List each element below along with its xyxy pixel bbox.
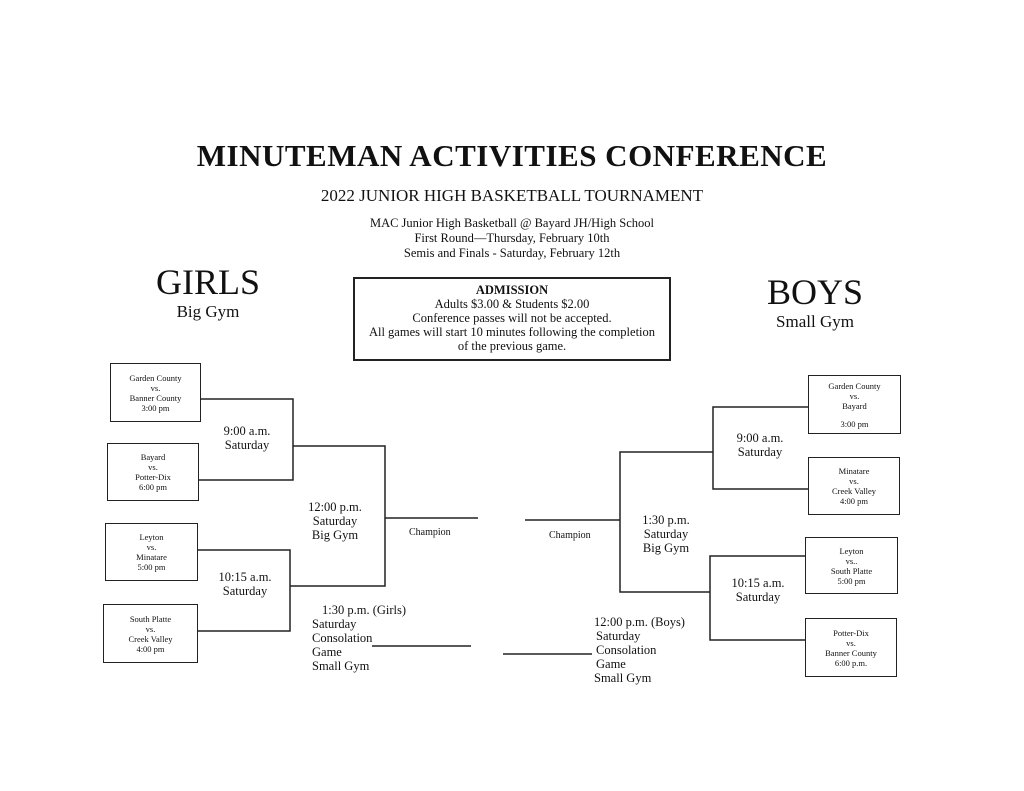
boys-semi2-label [718, 576, 798, 604]
boys-game-4 [805, 618, 897, 677]
girls-game-1 [110, 363, 201, 422]
consolation-gym: Small Gym [594, 671, 652, 685]
team-2: Bayard [842, 400, 867, 411]
girls-game-4 [103, 604, 198, 663]
team-2: Banner County [129, 392, 182, 403]
girls-champion-label: Champion [409, 527, 451, 538]
semi-time: 9:00 a.m. [223, 424, 271, 438]
consolation-text: Consolation [312, 631, 373, 645]
game-time: 6:00 pm [138, 482, 168, 492]
game-time: 4:00 pm [136, 643, 165, 654]
boys-title: BOYS [766, 272, 864, 312]
info-line-venue: MAC Junior High Basketball @ Bayard JH/High School [369, 216, 655, 230]
consolation-time: 12:00 p.m. (Boys) [594, 615, 685, 629]
final-day: Saturday [643, 527, 689, 541]
semi-day: Saturday [735, 590, 781, 604]
team-2: South Platte [830, 565, 873, 576]
consolation-gym: Small Gym [312, 659, 370, 673]
girls-gym: Big Gym [176, 302, 240, 321]
girls-game-3 [105, 523, 198, 581]
semi-day: Saturday [224, 438, 270, 452]
consolation-day: Saturday [596, 629, 641, 643]
team-2: Creek Valley [128, 633, 173, 644]
team-1: Leyton [139, 532, 164, 542]
vs-label: vs. [849, 390, 860, 401]
consolation-text: Consolation [596, 643, 657, 657]
final-day: Saturday [312, 514, 358, 528]
admission-prices: Adults $3.00 & Students $2.00 [434, 297, 590, 311]
semi-time: 9:00 a.m. [736, 431, 784, 445]
page-title: MINUTEMAN ACTIVITIES CONFERENCE [196, 138, 828, 173]
consolation-time: 1:30 p.m. (Girls) [322, 603, 407, 617]
final-gym: Big Gym [311, 528, 359, 542]
final-time: 1:30 p.m. [642, 513, 690, 527]
team-2: Potter-Dix [135, 472, 171, 482]
semi-day: Saturday [737, 445, 783, 459]
vs-label: vs.. [845, 555, 858, 566]
boys-game-1 [808, 375, 901, 434]
team-2: Minatare [136, 552, 167, 562]
girls-title: GIRLS [155, 262, 260, 302]
consolation-game: Game [312, 645, 342, 659]
vs-label: vs. [146, 542, 157, 552]
team-1: South Platte [129, 613, 172, 624]
boys-game-2 [808, 457, 900, 515]
team-1: Leyton [839, 545, 864, 556]
consolation-game: Game [596, 657, 626, 671]
team-2: Creek Valley [832, 486, 876, 496]
boys-game-3 [805, 537, 898, 594]
girls-consolation-label [312, 603, 406, 673]
team-2: Banner County [825, 647, 877, 658]
vs-label: vs. [150, 382, 161, 393]
girls-semi2-label [203, 570, 287, 598]
admission-heading: ADMISSION [475, 283, 549, 297]
boys-gym: Small Gym [776, 312, 854, 331]
game-time: 3:00 pm [840, 418, 869, 429]
final-gym: Big Gym [642, 541, 690, 555]
game-time: 5:00 pm [137, 562, 166, 572]
boys-champion-label: Champion [549, 530, 591, 541]
girls-final-label [295, 500, 375, 542]
admission-passes: Conference passes will not be accepted. [412, 311, 612, 325]
vs-label: vs. [148, 462, 158, 472]
boys-consolation-label [594, 615, 685, 685]
game-time: 5:00 pm [837, 575, 866, 586]
semi-time: 10:15 a.m. [731, 576, 785, 590]
admission-start-rule: All games will start 10 minutes following the completion [368, 325, 656, 339]
team-1: Potter-Dix [833, 627, 869, 638]
boys-semi1-label [720, 431, 800, 459]
team-1: Bayard [140, 452, 166, 462]
final-time: 12:00 p.m. [308, 500, 362, 514]
consolation-day: Saturday [312, 617, 357, 631]
semi-day: Saturday [222, 584, 268, 598]
boys-final-label [627, 513, 705, 555]
info-line-first-round: First Round—Thursday, February 10th [414, 231, 610, 245]
team-1: Minatare [838, 466, 870, 476]
info-line-finals: Semis and Finals - Saturday, February 12th [403, 246, 621, 260]
admission-start-rule-cont: of the previous game. [457, 339, 567, 353]
team-1: Garden County [129, 372, 182, 383]
page-subtitle: 2022 JUNIOR HIGH BASKETBALL TOURNAMENT [320, 186, 704, 205]
game-time: 3:00 pm [141, 402, 170, 413]
vs-label: vs. [846, 637, 856, 648]
game-time: 4:00 pm [839, 496, 869, 506]
girls-game-2 [107, 443, 199, 501]
vs-label: vs. [145, 623, 156, 634]
team-1: Garden County [828, 380, 881, 391]
semi-time: 10:15 a.m. [218, 570, 272, 584]
vs-label: vs. [849, 476, 859, 486]
girls-semi1-label [205, 424, 289, 452]
game-time: 6:00 p.m. [834, 657, 868, 668]
